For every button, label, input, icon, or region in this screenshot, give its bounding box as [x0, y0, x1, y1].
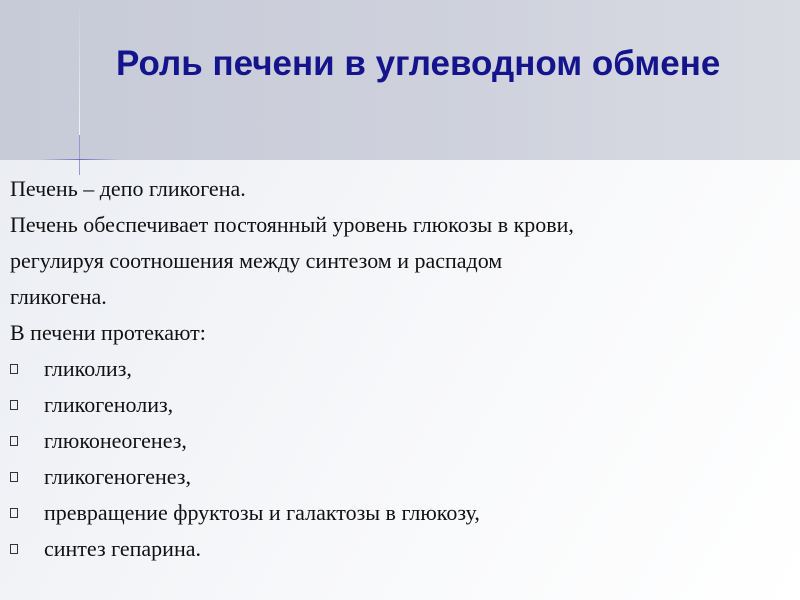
list-item-text: глюконеогенез, — [44, 428, 187, 453]
bullet-icon — [10, 400, 18, 410]
paragraph-regulation: регулируя соотношения между синтезом и распадом — [10, 248, 503, 273]
slide-title: Роль печени в углеводном обмене — [116, 44, 721, 83]
bullet-icon — [10, 472, 18, 482]
paragraph-glycogen: гликогена. — [10, 284, 107, 309]
list-item — [10, 495, 800, 531]
bullet-icon — [10, 436, 18, 446]
list-item-text: гликолиз, — [44, 356, 132, 381]
process-list — [10, 351, 800, 567]
bullet-icon — [10, 544, 18, 554]
list-item — [10, 387, 800, 423]
paragraph-glucose-level: Печень обеспечивает постоянный уровень глюкозы в крови, — [10, 212, 574, 237]
list-item — [10, 423, 800, 459]
bullet-icon — [10, 364, 18, 374]
paragraph-processes: В печени протекают: — [10, 320, 206, 345]
bullet-icon — [10, 508, 18, 518]
list-item-text: гликогенолиз, — [44, 392, 174, 417]
list-item-text: гликогеногенез, — [44, 464, 191, 489]
slide-body — [10, 171, 800, 567]
list-item-text: превращение фруктозы и галактозы в глюкозу, — [44, 500, 480, 525]
list-item — [10, 351, 800, 387]
list-item-text: синтез гепарина. — [44, 536, 201, 561]
list-item — [10, 459, 800, 495]
paragraph-depot: Печень – депо гликогена. — [10, 176, 246, 201]
list-item — [10, 531, 800, 567]
